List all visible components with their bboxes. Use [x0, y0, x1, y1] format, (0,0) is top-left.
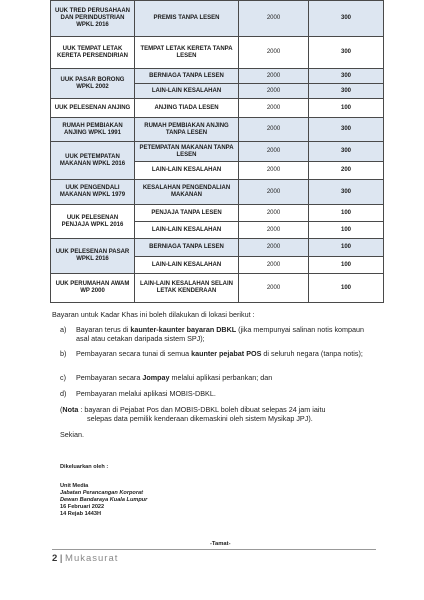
cell-special-rate: 300 — [309, 142, 384, 162]
cell-section: UUK PETEMPATAN MAKANAN WPKL 2016 — [51, 142, 135, 180]
cell-offence: PENJAJA TANPA LESEN — [135, 205, 239, 222]
cell-offence: BERNIAGA TANPA LESEN — [135, 69, 239, 84]
cell-offence: BERNIAGA TANPA LESEN — [135, 239, 239, 257]
issuer-unit: Unit Media — [60, 483, 89, 489]
cell-base-amount: 2000 — [239, 205, 309, 222]
compound-rates-table — [50, 0, 384, 303]
cell-offence: PETEMPATAN MAKANAN TANPA LESEN — [135, 142, 239, 162]
item-marker: d) — [60, 389, 67, 398]
cell-section: UUK TRED PERUSAHAAN DAN PERINDUSTRIAN WPKL 2016 — [51, 1, 135, 37]
cell-special-rate: 100 — [309, 99, 384, 118]
issue-date-hijri: 14 Rejab 1443H — [60, 511, 102, 517]
table-row — [51, 142, 384, 162]
cell-base-amount: 2000 — [239, 37, 309, 69]
cell-special-rate: 300 — [309, 180, 384, 205]
cell-base-amount: 2000 — [239, 162, 309, 180]
table-row — [51, 37, 384, 69]
cell-offence: RUMAH PEMBIAKAN ANJING TANPA LESEN — [135, 118, 239, 142]
cell-special-rate: 100 — [309, 239, 384, 257]
cell-offence: LAIN-LAIN KESALAHAN — [135, 84, 239, 99]
table-row — [51, 274, 384, 303]
cell-base-amount: 2000 — [239, 1, 309, 37]
page-number: 2 — [52, 553, 58, 564]
cell-special-rate: 300 — [309, 118, 384, 142]
cell-base-amount: 2000 — [239, 239, 309, 257]
footer-separator: | — [57, 553, 66, 564]
item-marker: c) — [60, 373, 66, 382]
cell-section: UUK PERUMAHAN AWAM WP 2000 — [51, 274, 135, 303]
cell-base-amount: 2000 — [239, 257, 309, 274]
cell-offence: PREMIS TANPA LESEN — [135, 1, 239, 37]
jompay-text: Jompay — [142, 373, 170, 382]
cell-section: UUK PASAR BORONG WPKL 2002 — [51, 69, 135, 99]
cell-offence: LAIN-LAIN KESALAHAN — [135, 222, 239, 239]
table-row — [51, 205, 384, 222]
cell-base-amount: 2000 — [239, 222, 309, 239]
cell-section: UUK TEMPAT LETAK KERETA PERSENDIRIAN — [51, 37, 135, 69]
item-text: Pembayaran melalui aplikasi MOBIS-DBKL. — [76, 389, 216, 398]
footer-divider — [52, 549, 376, 550]
cell-special-rate: 300 — [309, 84, 384, 99]
page-footer — [52, 553, 118, 564]
cell-offence: ANJING TIADA LESEN — [135, 99, 239, 118]
cell-base-amount: 2000 — [239, 99, 309, 118]
table-row — [51, 118, 384, 142]
cell-offence: LAIN-LAIN KESALAHAN — [135, 162, 239, 180]
table-row — [51, 239, 384, 257]
cell-section: UUK PELESENAN PENJAJA WPKL 2016 — [51, 205, 135, 239]
cell-section: UUK PELESENAN ANJING — [51, 99, 135, 118]
table-row — [51, 99, 384, 118]
issuer-department: Jabatan Perancangan Korporat — [60, 490, 143, 496]
cell-section: RUMAH PEMBIAKAN ANJING WPKL 1991 — [51, 118, 135, 142]
note-keyword: Nota — [62, 405, 79, 414]
cell-offence: LAIN-LAIN KESALAHAN — [135, 257, 239, 274]
cell-special-rate: 100 — [309, 257, 384, 274]
cell-special-rate: 300 — [309, 1, 384, 37]
item-text: Pembayaran secara tunai di semua kaunter pejabat POS di seluruh negara (tanpa notis); — [76, 349, 363, 358]
table-row — [51, 1, 384, 37]
item-text: Bayaran terus di kaunter-kaunter bayaran DBKL (jika mempunyai salinan notis kompaun asal atau cetakan daripada sistem SPJ); — [76, 325, 365, 343]
cell-base-amount: 2000 — [239, 69, 309, 84]
compound-rates-table-body — [51, 1, 384, 303]
cell-offence: KESALAHAN PENGENDALIAN MAKANAN — [135, 180, 239, 205]
cell-special-rate: 100 — [309, 274, 384, 303]
table-row — [51, 69, 384, 84]
page-label: Mukasurat — [65, 553, 119, 564]
item-marker: b) — [60, 349, 67, 358]
item-marker: a) — [60, 325, 67, 334]
cell-base-amount: 2000 — [239, 142, 309, 162]
cell-base-amount: 2000 — [239, 274, 309, 303]
cell-offence: TEMPAT LETAK KERETA TANPA LESEN — [135, 37, 239, 69]
cell-special-rate: 100 — [309, 205, 384, 222]
closing-text: Sekian. — [60, 430, 84, 439]
cell-section: UUK PENGENDALI MAKANAN WPKL 1979 — [51, 180, 135, 205]
table-row — [51, 180, 384, 205]
cell-offence: LAIN-LAIN KESALAHAN SELAIN LETAK KENDERAAN — [135, 274, 239, 303]
item-text: Pembayaran secara Jompay melalui aplikasi perbankan; dan — [76, 373, 273, 382]
cell-special-rate: 300 — [309, 69, 384, 84]
cell-special-rate: 200 — [309, 162, 384, 180]
payment-note-continued: selepas data pemilik kenderaan dikemaskini oleh sistem Mysikap JPJ). — [87, 414, 313, 423]
issued-by-heading: Dikeluarkan oleh : — [60, 464, 109, 470]
payment-note: (Nota : bayaran di Pejabat Pos dan MOBIS-DBKL boleh dibuat selepas 24 jam iaitu — [60, 405, 326, 414]
cell-base-amount: 2000 — [239, 118, 309, 142]
cell-base-amount: 2000 — [239, 180, 309, 205]
dbkl-counters-text: kaunter-kaunter bayaran DBKL — [130, 325, 237, 334]
cell-special-rate: 100 — [309, 222, 384, 239]
issuer-organisation: Dewan Bandaraya Kuala Lumpur — [60, 497, 148, 503]
payment-intro: Bayaran untuk Kadar Khas ini boleh dilakukan di lokasi berikut : — [52, 310, 255, 319]
pos-office-text: kaunter pejabat POS — [191, 349, 262, 358]
cell-special-rate: 300 — [309, 37, 384, 69]
cell-base-amount: 2000 — [239, 84, 309, 99]
issue-date: 16 Februari 2022 — [60, 504, 105, 510]
end-mark: -Tamat- — [210, 541, 231, 547]
cell-section: UUK PELESENAN PASAR WPKL 2016 — [51, 239, 135, 274]
